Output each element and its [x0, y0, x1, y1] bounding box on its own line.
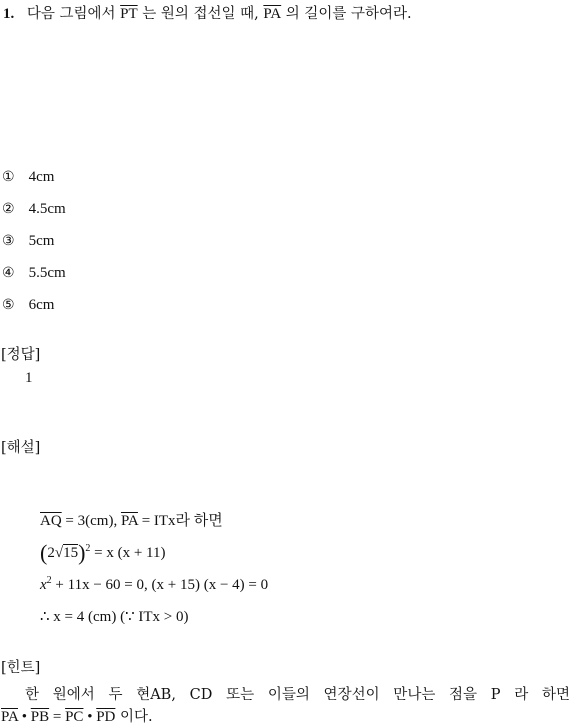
option-mark: ④ — [2, 265, 15, 281]
option-text: 5.5cm — [28, 265, 66, 281]
hint-line-2: $\overline{PA}$ • $\overline{PB} = \overline{PC}$ • $\overline{PD}$ 이다. — [1, 709, 153, 725]
explanation-line-3: $x^2 + 11x - 60 = 0$, (x + 15) (x − 4) = 0 — [40, 575, 269, 593]
question-text-1: 다음 그림에서 — [26, 6, 116, 22]
segment-aq: $\overline{AQ}$ — [40, 513, 62, 529]
option-mark: ① — [2, 169, 15, 185]
option-mark: ③ — [2, 233, 15, 249]
segment-pc: $\overline{PC}$ — [65, 709, 84, 725]
segment-pa: $\overline{PA}$ — [1, 709, 18, 725]
segment-pt: $\overline{PT}$ — [120, 6, 138, 22]
option-4[interactable] — [2, 265, 66, 282]
explanation-line-2: $(2√15)^2 = x$ (x + 11) — [40, 540, 166, 565]
option-text: 4.5cm — [28, 201, 66, 217]
explanation-line-4: ∴ x = 4 (cm) (∵ ITx > 0) — [40, 609, 189, 625]
option-3[interactable] — [2, 233, 54, 250]
question-line — [3, 2, 412, 23]
explanation-heading: [해설] — [1, 440, 41, 456]
segment-pa: $\overline{PA}$ — [120, 513, 138, 529]
option-mark: ⑤ — [2, 297, 15, 313]
option-mark: ② — [2, 201, 15, 217]
option-text: 4cm — [28, 169, 55, 185]
segment-pa: $\overline{PA}$ — [263, 6, 282, 22]
option-1[interactable] — [2, 169, 54, 186]
question-number: 1. — [3, 6, 15, 22]
answer-heading: [정답] — [1, 347, 41, 363]
hint-heading: [힌트] — [1, 660, 41, 676]
explanation-line-1: $\overline{AQ} = 3(cm)$, $\overline{PA}$ = ITx라 하면 — [40, 513, 223, 529]
question-text-2: 는 원의 접선일 때, — [142, 6, 259, 22]
option-2[interactable] — [2, 201, 66, 218]
segment-pb: $\overline{PB}$ — [30, 709, 50, 725]
option-5[interactable] — [2, 297, 54, 314]
segment-pd: $\overline{PD}$ — [96, 709, 116, 725]
option-text: 6cm — [28, 297, 55, 313]
hint-line-1: 한 원에서 두 현AB, CD 또는 이들의 연장선이 만나는 점을 P 라 하면 — [25, 687, 570, 703]
answer-value: 1 — [25, 370, 33, 386]
option-text: 5cm — [28, 233, 55, 249]
question-text-3: 의 길이를 구하여라. — [285, 6, 412, 22]
